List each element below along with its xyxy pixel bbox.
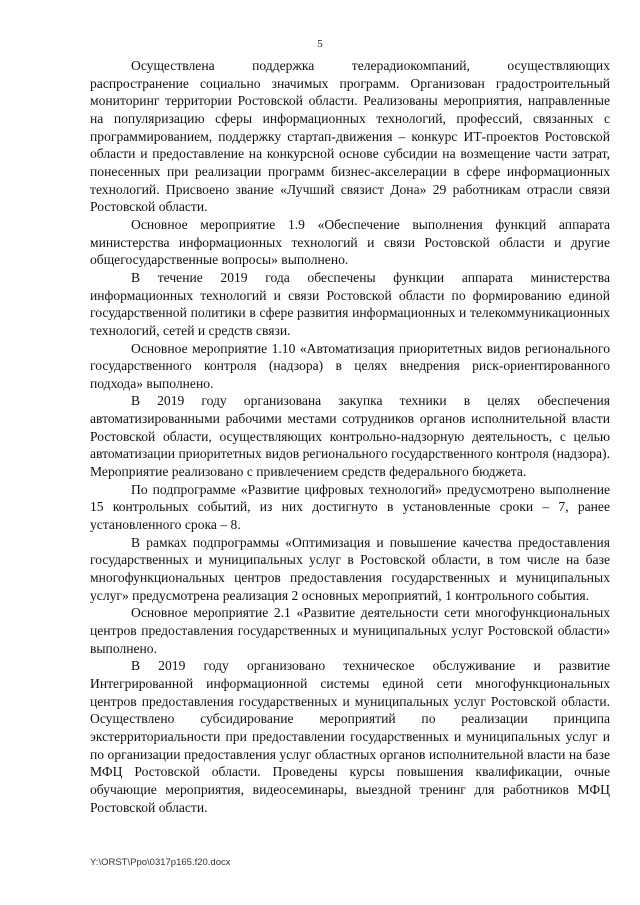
- paragraph: Основное мероприятие 1.9 «Обеспечение выполнения функций аппарата министерства информационных технологий и связи Ростовской области и другие общегосударственные вопросы» выполнено.: [90, 216, 610, 268]
- paragraph: В рамках подпрограммы «Оптимизация и повышение качества предоставления государственных и муниципальных услуг в Ростовской области, в том числе на базе многофункциональных центров предоставления государственных и муниципальных услуг» предусмотрена реализация 2 основных мероприятий, 1 контрольного события.: [90, 534, 610, 603]
- paragraph: В течение 2019 года обеспечены функции аппарата министерства информационных технологий и связи Ростовской области по формированию единой государственной политики в сфере развития информационных и телекоммуникационных технологий, сетей и средств связи.: [90, 269, 610, 338]
- paragraph: По подпрограмме «Развитие цифровых технологий» предусмотрено выполнение 15 контрольных событий, из них достигнуто в установленные сроки – 7, ранее установленного срока – 8.: [90, 481, 610, 533]
- page-number: 5: [317, 38, 323, 50]
- paragraph: Осуществлена поддержка телерадиокомпаний, осуществляющих распространение социально значимых программ. Организован градостроительный мониторинг территории Ростовской области. Реализованы мероприятия, направленные на популяризацию сферы информационных технологий, профессий, связанных с программированием, поддержку стартап-движения – конкурс ИТ-проектов Ростовской области и предоставление на конкурсной основе субсидии на возмещение части затрат, понесенных при реализации программ бизнес-акселерации в сфере информационных технологий. Присвоено звание «Лучший связист Дона» 29 работникам отрасли связи Ростовской области.: [90, 58, 610, 215]
- paragraph: В 2019 году организована закупка техники в целях обеспечения автоматизированными рабочими местами сотрудников органов исполнительной власти Ростовской области, осуществляющих контрольно-надзорную деятельность, с целью автоматизации приоритетных видов регионального государственного контроля (надзора). Мероприятие реализовано с привлечением средств федерального бюджета.: [90, 393, 610, 480]
- footer-file-path: Y:\ORST\Ppo\0317p165.f20.docx: [90, 857, 231, 868]
- paragraph: Основное мероприятие 2.1 «Развитие деятельности сети многофункциональных центров предоставления государственных и муниципальных услуг Ростовской области» выполнено.: [90, 605, 610, 656]
- document-body: [90, 57, 610, 816]
- paragraph: В 2019 году организовано техническое обслуживание и развитие Интегрированной информационной системы единой сети многофункциональных центров предоставления государственных и муниципальных услуг Ростовской области. Осуществлено субсидирование мероприятий по реализации принципа экстерриториальности при предоставлении государственных и муниципальных услуг и по организации предоставления услуг областных органов исполнительной власти на базе МФЦ Ростовской области. Проведены курсы повышения квалификации, очные обучающие мероприятия, видеосеминары, выездной тренинг для работников МФЦ Ростовской области.: [90, 658, 610, 815]
- paragraph: Основное мероприятие 1.10 «Автоматизация приоритетных видов регионального государственного контроля (надзора) в целях внедрения риск-ориентированного подхода» выполнено.: [90, 340, 610, 391]
